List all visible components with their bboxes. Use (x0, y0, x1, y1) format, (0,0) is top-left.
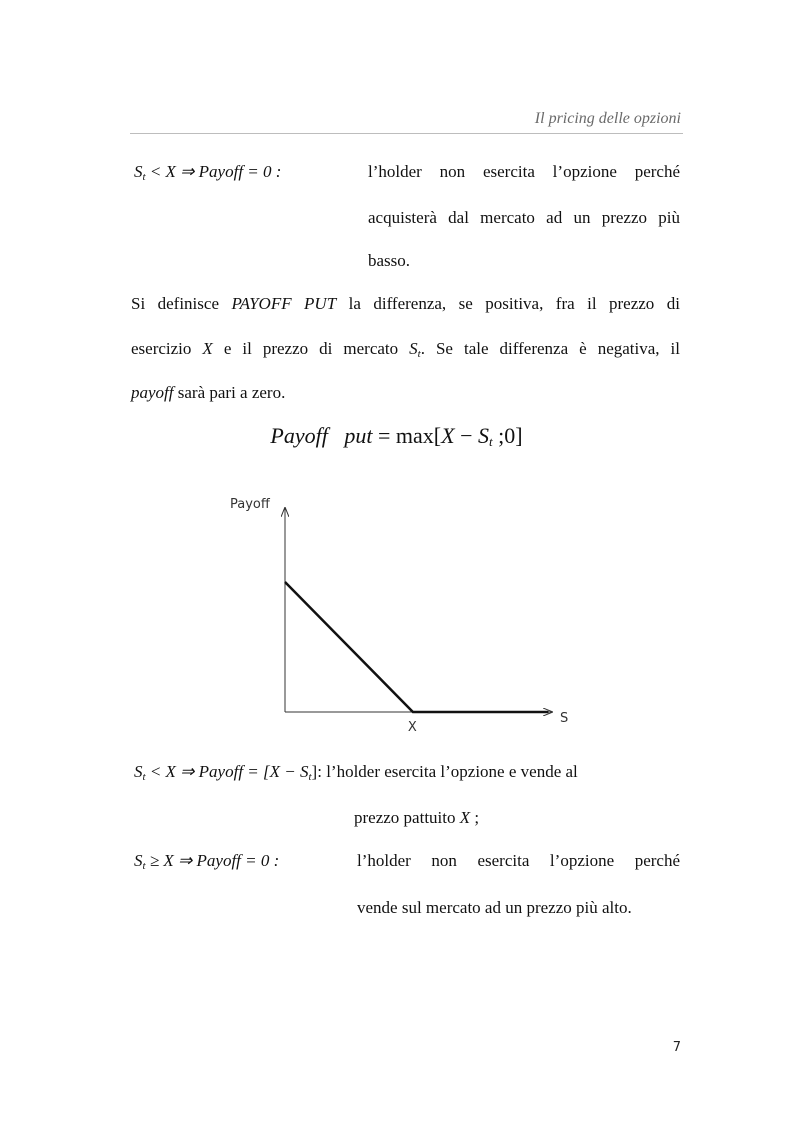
payoff-put-formula (0, 423, 793, 450)
symbol-s: S (134, 162, 143, 181)
series-line-0 (285, 582, 548, 712)
header-divider (130, 133, 683, 134)
symbol-s: S (409, 339, 418, 358)
condition-rest: < X ⇒ Payoff = [X − S (145, 762, 309, 781)
call-text-line-3: basso. (368, 251, 411, 270)
y-axis-label: Payoff (230, 497, 270, 512)
formula-subscript-t: t (488, 434, 493, 449)
subscript-t: t (308, 771, 312, 783)
formula-tail: ;0] (492, 423, 523, 448)
subscript-t: t (142, 171, 146, 183)
payoff-put-chart (210, 490, 590, 740)
emphasis-payoff-put: PAYOFF PUT (231, 294, 337, 313)
call-condition (134, 162, 281, 183)
formula-put: put (344, 423, 373, 448)
text: sarà pari a zero. (173, 383, 286, 402)
put-condition-1 (134, 762, 578, 783)
text: prezzo pattuito (354, 808, 460, 827)
put-text-line-1: l’holder esercita l’opzione e vende al (321, 762, 578, 781)
put2-text-line-1: l’holder non esercita l’opzione perché (357, 851, 680, 870)
paragraph-line-2 (131, 339, 680, 360)
text: la differenza, se positiva, fra il prezzo di (336, 294, 680, 313)
symbol-s: S (134, 851, 143, 870)
emphasis-payoff: payoff (131, 383, 174, 402)
put-condition-2 (134, 851, 279, 872)
text: esercizio (131, 339, 203, 358)
call-text-line-1: l’holder non esercita l’opzione perché (368, 162, 680, 181)
formula-s: S (477, 423, 489, 448)
put-text-line-2 (354, 808, 479, 828)
paragraph-line-3 (131, 383, 680, 403)
subscript-t: t (142, 771, 146, 783)
formula-payoff: Payoff (270, 423, 328, 448)
text: . Se tale differenza è negativa, il (420, 339, 680, 358)
formula-x: X (441, 423, 455, 448)
subscript-t: t (417, 348, 421, 360)
condition-rest: ≥ X ⇒ Payoff = 0 : (145, 851, 280, 870)
page-number: 7 (672, 1040, 681, 1055)
x-axis-label: S (560, 711, 569, 726)
x-tick-label-strike: X (407, 720, 417, 735)
call-text-line-2: acquisterà dal mercato ad un prezzo più (368, 208, 680, 227)
symbol-x: X (459, 808, 471, 827)
chart-svg (210, 490, 590, 740)
text: Si definisce (131, 294, 232, 313)
subscript-t: t (142, 860, 146, 872)
condition-rest: < X ⇒ Payoff = 0 : (145, 162, 282, 181)
paragraph-line-1 (131, 294, 680, 314)
running-header: Il pricing delle opzioni (534, 110, 681, 127)
text: e il prezzo di mercato (212, 339, 410, 358)
formula-minus: − (454, 423, 478, 448)
condition-close: ]: (311, 762, 322, 781)
symbol-s: S (134, 762, 143, 781)
symbol-x: X (202, 339, 213, 358)
formula-max: = max[ (372, 423, 442, 448)
put2-text-line-2: vende sul mercato ad un prezzo più alto. (357, 898, 632, 917)
text: ; (470, 808, 480, 827)
